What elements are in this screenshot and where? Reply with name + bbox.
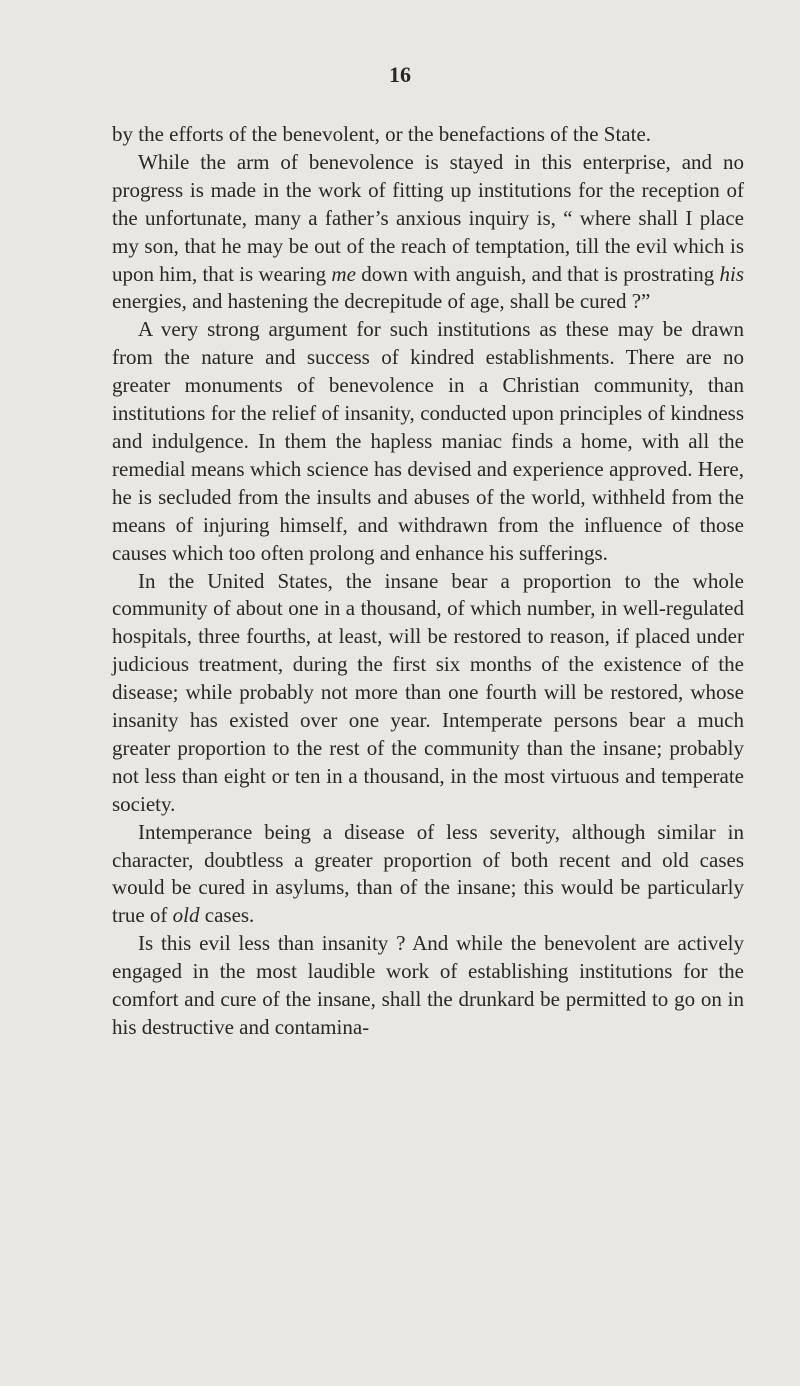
text-run: A very strong argument for such institutions as these may be drawn from the nature and success of kindred establishments. There are no greater monuments of benevolence in a Christian community, than institutions for the relief of insanity, conducted upon principles of kindness and indulgence. In them the hapless maniac finds a home, with all the remedial means which science has devised and experience approved. Here, he is secluded from the insults and abuses of the world, withheld from the means of injuring himself, and withdrawn from the influence of those causes which too often prolong and enhance his sufferings. xyxy=(112,317,744,565)
paragraph xyxy=(112,149,744,316)
italic-run: me xyxy=(331,261,356,286)
paragraph xyxy=(112,316,744,567)
page-number: 16 xyxy=(389,62,411,87)
text-run: cases. xyxy=(199,903,255,928)
italic-run: his xyxy=(719,261,744,286)
text-run: down with anguish, and that is prostrating xyxy=(355,261,720,286)
text-run: In the United States, the insane bear a proportion to the whole community of about one in a thousand, of which number, in well-regulated hospitals, three fourths, at least, will be restored to reason, if placed under judicious treatment, during the first six months of the existence of the disease; while probably not more than one fourth will be restored, whose insanity has existed over one year. Intemperate persons bear a much greater proportion to the rest of the community than the insane; probably not less than eight or ten in a thousand, in the most virtuous and temperate society. xyxy=(112,568,744,816)
text-run: Is this evil less than insanity ? And while the benevolent are actively engaged in the most laudible work of establishing institutions for the comfort and cure of the insane, shall the drunkard be permitted to go on in his destructive and contamina- xyxy=(112,931,744,1039)
text-run: Intemperance being a disease of less severity, although similar in character, doubtless a greater proportion of both recent and old cases would be cured in asylums, than of the insane; this would be particularly true of xyxy=(112,819,744,928)
text-run: energies, and hastening the decrepitude of age, shall be cured ?” xyxy=(112,289,651,314)
paragraph xyxy=(112,819,744,931)
paragraph xyxy=(112,568,744,819)
body-text xyxy=(112,121,744,1042)
paragraph xyxy=(112,121,744,149)
paragraph xyxy=(112,930,744,1042)
italic-run: old xyxy=(172,903,200,928)
text-run: While the arm of benevolence is stayed in this enterprise, and no progress is made in the work of fitting up institutions for the reception of the unfortunate, many a father’s anxious inquiry is, “ where shall I place my son, that he may be out of the reach of temptation, till the evil which is upon him, that is wearing xyxy=(112,149,744,286)
text-run: by the efforts of the benevolent, or the benefactions of the State. xyxy=(112,122,652,146)
